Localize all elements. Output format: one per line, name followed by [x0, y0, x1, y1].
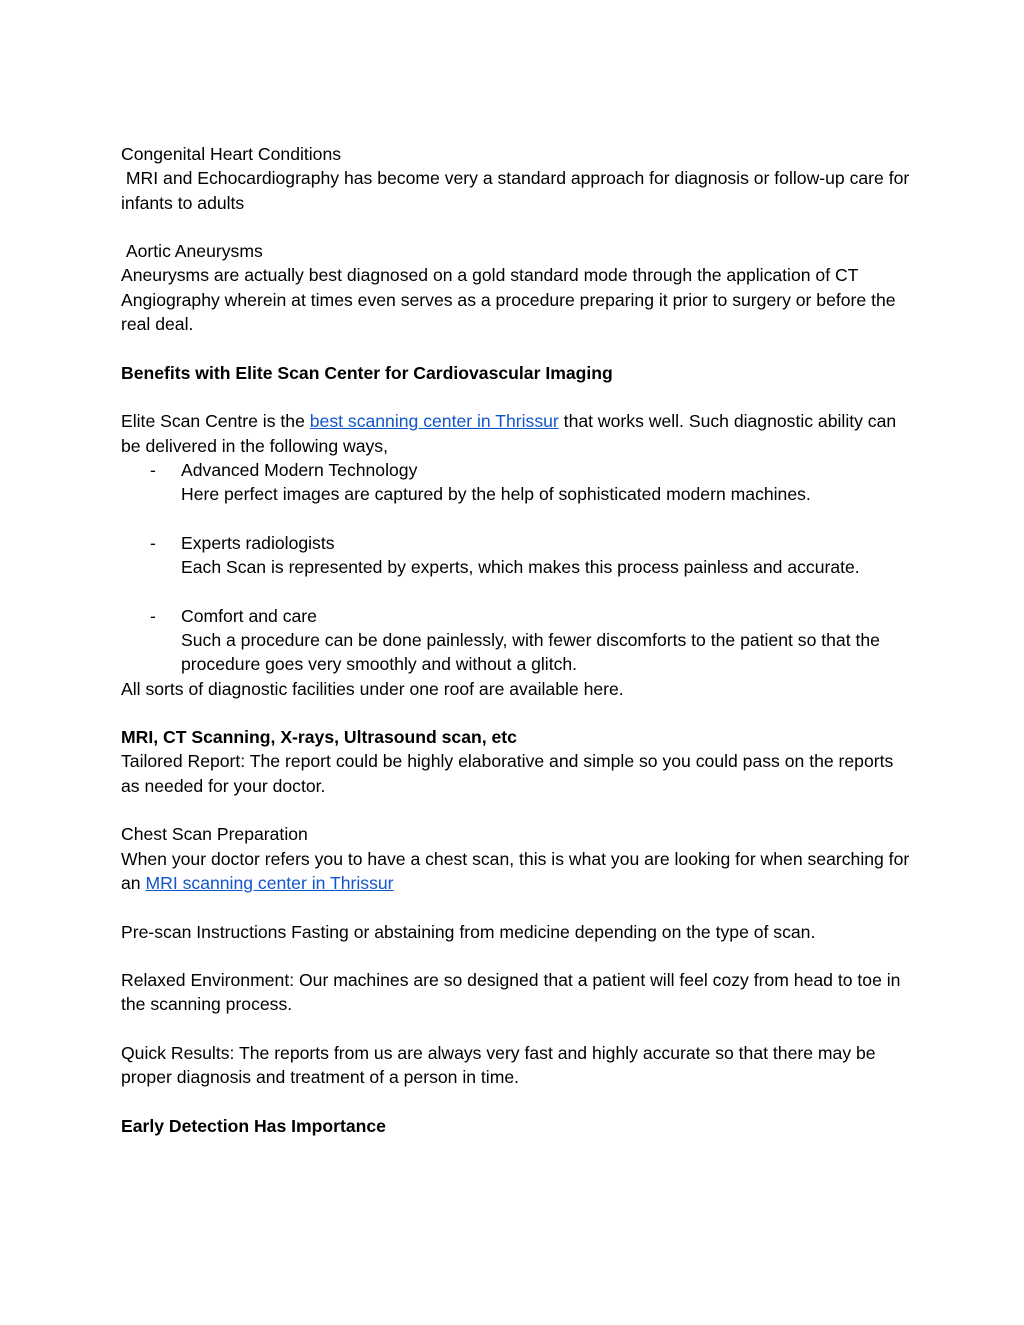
list-item-body: Such a procedure can be done painlessly, with fewer discomforts to the patient so that the procedure goes very smoothly and without a glitch. — [181, 629, 885, 675]
benefits-heading: Benefits with Elite Scan Center for Cardiovascular Imaging — [121, 362, 613, 383]
list-item — [121, 458, 911, 482]
list-dash: - — [150, 605, 156, 626]
spacer — [121, 701, 911, 725]
benefits-closing: All sorts of diagnostic facilities under one roof are available here. — [121, 678, 624, 699]
list-item-title: Experts radiologists — [181, 532, 335, 553]
list-dash: - — [150, 532, 156, 553]
chest-heading: Chest Scan Preparation — [121, 824, 308, 845]
spacer — [121, 1017, 911, 1041]
list-item — [121, 531, 911, 555]
spacer — [121, 215, 911, 239]
early-detection-heading: Early Detection Has Importance — [121, 1115, 386, 1136]
list-item-body: Each Scan is represented by experts, which makes this process painless and accurate. — [181, 557, 860, 578]
spacer — [121, 798, 911, 822]
aortic-heading: Aortic Aneurysms — [121, 241, 263, 262]
congenital-heading: Congenital Heart Conditions — [121, 144, 342, 164]
relaxed-paragraph: Relaxed Environment: Our machines are so designed that a patient will feel cozy from head to toe in the scanning process. — [121, 970, 906, 1015]
list-item-title: Advanced Modern Technology — [181, 459, 418, 480]
list-item-title: Comfort and care — [181, 605, 317, 626]
quick-results-paragraph: Quick Results: The reports from us are always very fast and highly accurate so that there may be proper diagnosis and treatment of a person in time. — [121, 1042, 881, 1088]
list-item-body: Here perfect images are captured by the help of sophisticated modern machines. — [181, 484, 811, 505]
spacer — [121, 895, 911, 919]
benefits-intro-before: Elite Scan Centre is the — [121, 411, 310, 432]
spacer — [121, 944, 911, 968]
spacer — [121, 336, 911, 360]
spacer — [121, 1090, 911, 1114]
spacer — [121, 506, 911, 530]
prescan-paragraph: Pre-scan Instructions Fasting or abstaining from medicine depending on the type of scan. — [121, 921, 816, 942]
congenital-body: MRI and Echocardiography has become very a standard approach for diagnosis or follow-up care for infants to adults — [121, 168, 915, 213]
best-scanning-center-link[interactable]: best scanning center in Thrissur — [309, 411, 559, 432]
document-page — [121, 142, 915, 1138]
services-heading: MRI, CT Scanning, X-rays, Ultrasound scan, etc — [121, 727, 517, 748]
mri-scanning-center-link[interactable]: MRI scanning center in Thrissur — [145, 872, 394, 893]
spacer — [121, 579, 911, 603]
list-item — [121, 604, 911, 628]
spacer — [121, 385, 911, 409]
chest-body — [121, 847, 915, 896]
services-body: Tailored Report: The report could be highly elaborative and simple so you could pass on the reports as needed for your doctor. — [121, 751, 899, 796]
list-dash: - — [150, 459, 156, 480]
aortic-body: Aneurysms are actually best diagnosed on a gold standard mode through the application of CT Angiography wherein at times even serves as a procedure preparing it prior to surgery or before the real deal. — [121, 265, 901, 335]
chest-body-text: When your doctor refers you to have a chest scan, this is what you are looking for when searching for an — [121, 848, 915, 893]
benefits-intro-after: that works well. Such diagnostic ability can be delivered in the following ways, — [121, 411, 902, 456]
benefits-intro — [121, 409, 911, 458]
